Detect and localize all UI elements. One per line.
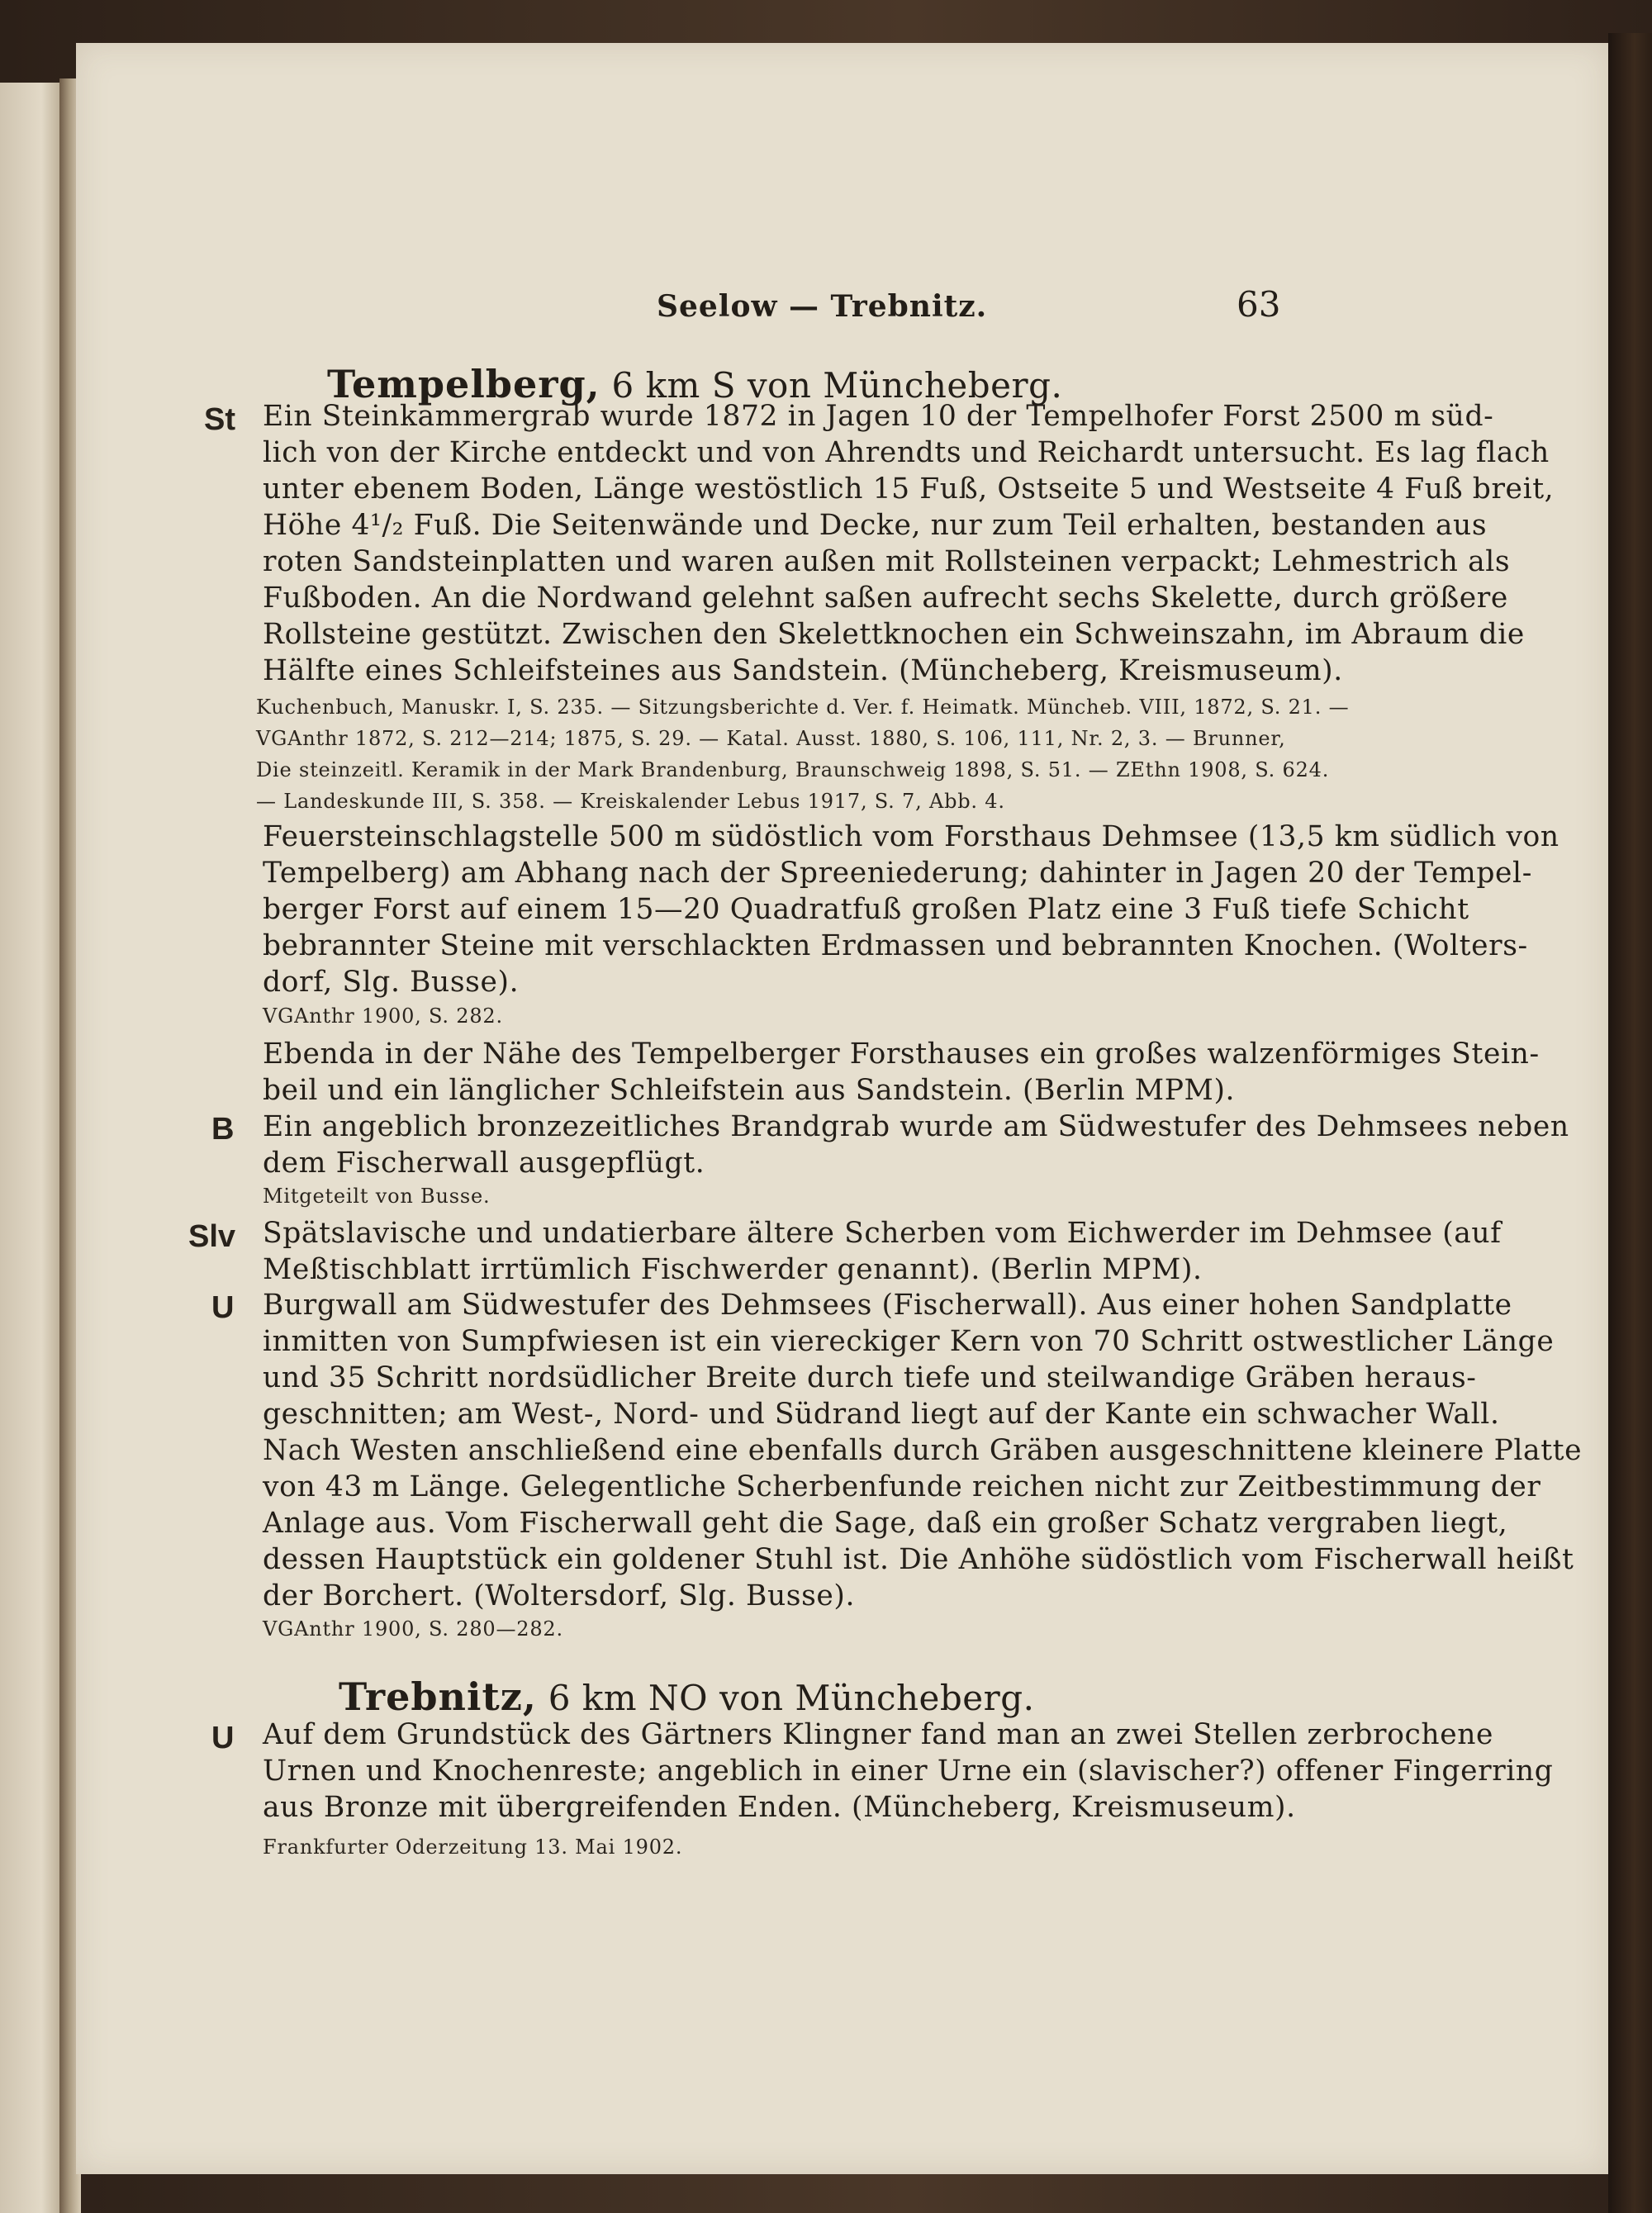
- text-line: Höhe 4¹/₂ Fuß. Die Seitenwände und Decke, nur zum Teil erhalten, bestanden aus: [263, 509, 1488, 542]
- text-line: Burgwall am Südwestufer des Dehmsees (Fischerwall). Aus einer hohen Sandplatte: [263, 1289, 1512, 1322]
- text-line: inmitten von Sumpfwiesen ist ein viereckiger Kern von 70 Schritt ostwestlicher Länge: [263, 1325, 1555, 1358]
- period-mark: U: [211, 1290, 235, 1325]
- text-line: von 43 m Länge. Gelegentliche Scherbenfunde reichen nicht zur Zeitbestimmung der: [263, 1470, 1541, 1503]
- text-line: roten Sandsteinplatten und waren außen mit Rollsteinen verpackt; Lehmestrich als: [263, 545, 1511, 578]
- text-line: unter ebenem Boden, Länge westöstlich 15 Fuß, Ostseite 5 und Westseite 4 Fuß breit,: [263, 473, 1555, 506]
- running-head: Seelow — Trebnitz.: [657, 289, 988, 324]
- period-mark: B: [211, 1112, 235, 1147]
- text-line: dessen Hauptstück ein goldener Stuhl ist. Die Anhöhe südöstlich vom Fischerwall heißt: [263, 1543, 1574, 1576]
- text-line: beil und ein länglicher Schleifstein aus Sandstein. (Berlin MPM).: [263, 1074, 1236, 1107]
- text-line: und 35 Schritt nordsüdlicher Breite durch tiefe und steilwandige Gräben heraus-: [263, 1361, 1477, 1394]
- text-line: Fußboden. An die Nordwand gelehnt saßen aufrecht sechs Skelette, durch größere: [263, 582, 1508, 615]
- text-line: Anlage aus. Vom Fischerwall geht die Sage, daß ein großer Schatz vergraben liegt,: [263, 1507, 1508, 1540]
- text-line: Nach Westen anschließend eine ebenfalls durch Gräben ausgeschnittene kleinere Platte: [263, 1434, 1583, 1467]
- text-line: Tempelberg) am Abhang nach der Spreeniederung; dahinter in Jagen 20 der Tempel-: [263, 857, 1532, 890]
- text-line: lich von der Kirche entdeckt und von Ahrendts und Reichardt untersucht. Es lag flach: [263, 436, 1550, 469]
- text-line: Ein angeblich bronzezeitliches Brandgrab wurde am Südwestufer des Dehmsees neben: [263, 1110, 1569, 1143]
- text-line: Ein Steinkammergrab wurde 1872 in Jagen 10 der Tempelhofer Forst 2500 m süd-: [263, 400, 1494, 433]
- place-location: 6 km NO von Müncheberg.: [536, 1678, 1035, 1718]
- text-line: berger Forst auf einem 15—20 Quadratfuß großen Platz eine 3 Fuß tiefe Schicht: [263, 893, 1469, 926]
- text-line: Auf dem Grundstück des Gärtners Klingner fand man an zwei Stellen zerbrochene: [263, 1718, 1494, 1751]
- text-line: Urnen und Knochenreste; angeblich in einer Urne ein (slavischer?) offener Fingerring: [263, 1755, 1554, 1788]
- previous-page-edge: [0, 83, 59, 2213]
- text-line: aus Bronze mit übergreifenden Enden. (Müncheberg, Kreismuseum).: [263, 1791, 1296, 1824]
- book-cover-edge: [1608, 33, 1652, 2213]
- reference-line: Kuchenbuch, Manuskr. I, S. 235. — Sitzungsberichte d. Ver. f. Heimatk. Müncheb. VIII, 1872, S. 21. —: [256, 696, 1350, 719]
- period-mark: Slv: [188, 1219, 236, 1254]
- text-line: bebrannter Steine mit verschlackten Erdmassen und bebrannten Knochen. (Wolters-: [263, 929, 1528, 962]
- reference-line: VGAnthr 1872, S. 212—214; 1875, S. 29. — Katal. Ausst. 1880, S. 106, 111, Nr. 2, 3. — Brunner,: [256, 727, 1286, 750]
- text-line: Hälfte eines Schleifsteines aus Sandstein. (Müncheberg, Kreismuseum).: [263, 654, 1343, 687]
- text-line: dem Fischerwall ausgepflügt.: [263, 1147, 705, 1180]
- place-name: Tempelberg,: [327, 362, 601, 406]
- text-line: der Borchert. (Woltersdorf, Slg. Busse).: [263, 1579, 856, 1612]
- place-heading: [339, 1674, 1034, 1719]
- reference-line: — Landeskunde III, S. 358. — Kreiskalender Lebus 1917, S. 7, Abb. 4.: [256, 790, 1005, 813]
- place-location: 6 km S von Müncheberg.: [600, 365, 1063, 406]
- text-line: Ebenda in der Nähe des Tempelberger Forsthauses ein großes walzenförmiges Stein-: [263, 1038, 1540, 1071]
- text-line: Meßtischblatt irrtümlich Fischwerder genannt). (Berlin MPM).: [263, 1253, 1203, 1286]
- page-number: 63: [1237, 284, 1281, 325]
- reference-line: VGAnthr 1900, S. 280—282.: [263, 1617, 563, 1641]
- text-line: Feuersteinschlagstelle 500 m südöstlich vom Forsthaus Dehmsee (13,5 km südlich von: [263, 820, 1559, 853]
- reference-line: Mitgeteilt von Busse.: [263, 1185, 491, 1208]
- period-mark: St: [204, 402, 235, 437]
- text-line: geschnitten; am West-, Nord- und Südrand liegt auf der Kante ein schwacher Wall.: [263, 1398, 1500, 1431]
- text-line: Rollsteine gestützt. Zwischen den Skelettknochen ein Schweinszahn, im Abraum die: [263, 618, 1525, 651]
- text-line: Spätslavische und undatierbare ältere Scherben vom Eichwerder im Dehmsee (auf: [263, 1217, 1502, 1250]
- reference-line: Frankfurter Oderzeitung 13. Mai 1902.: [263, 1835, 683, 1859]
- place-name: Trebnitz,: [339, 1674, 537, 1719]
- text-line: dorf, Slg. Busse).: [263, 966, 520, 999]
- reference-line: VGAnthr 1900, S. 282.: [263, 1004, 503, 1028]
- reference-line: Die steinzeitl. Keramik in der Mark Brandenburg, Braunschweig 1898, S. 51. — ZEthn 1908, S. 624.: [256, 758, 1330, 781]
- period-mark: U: [211, 1721, 235, 1755]
